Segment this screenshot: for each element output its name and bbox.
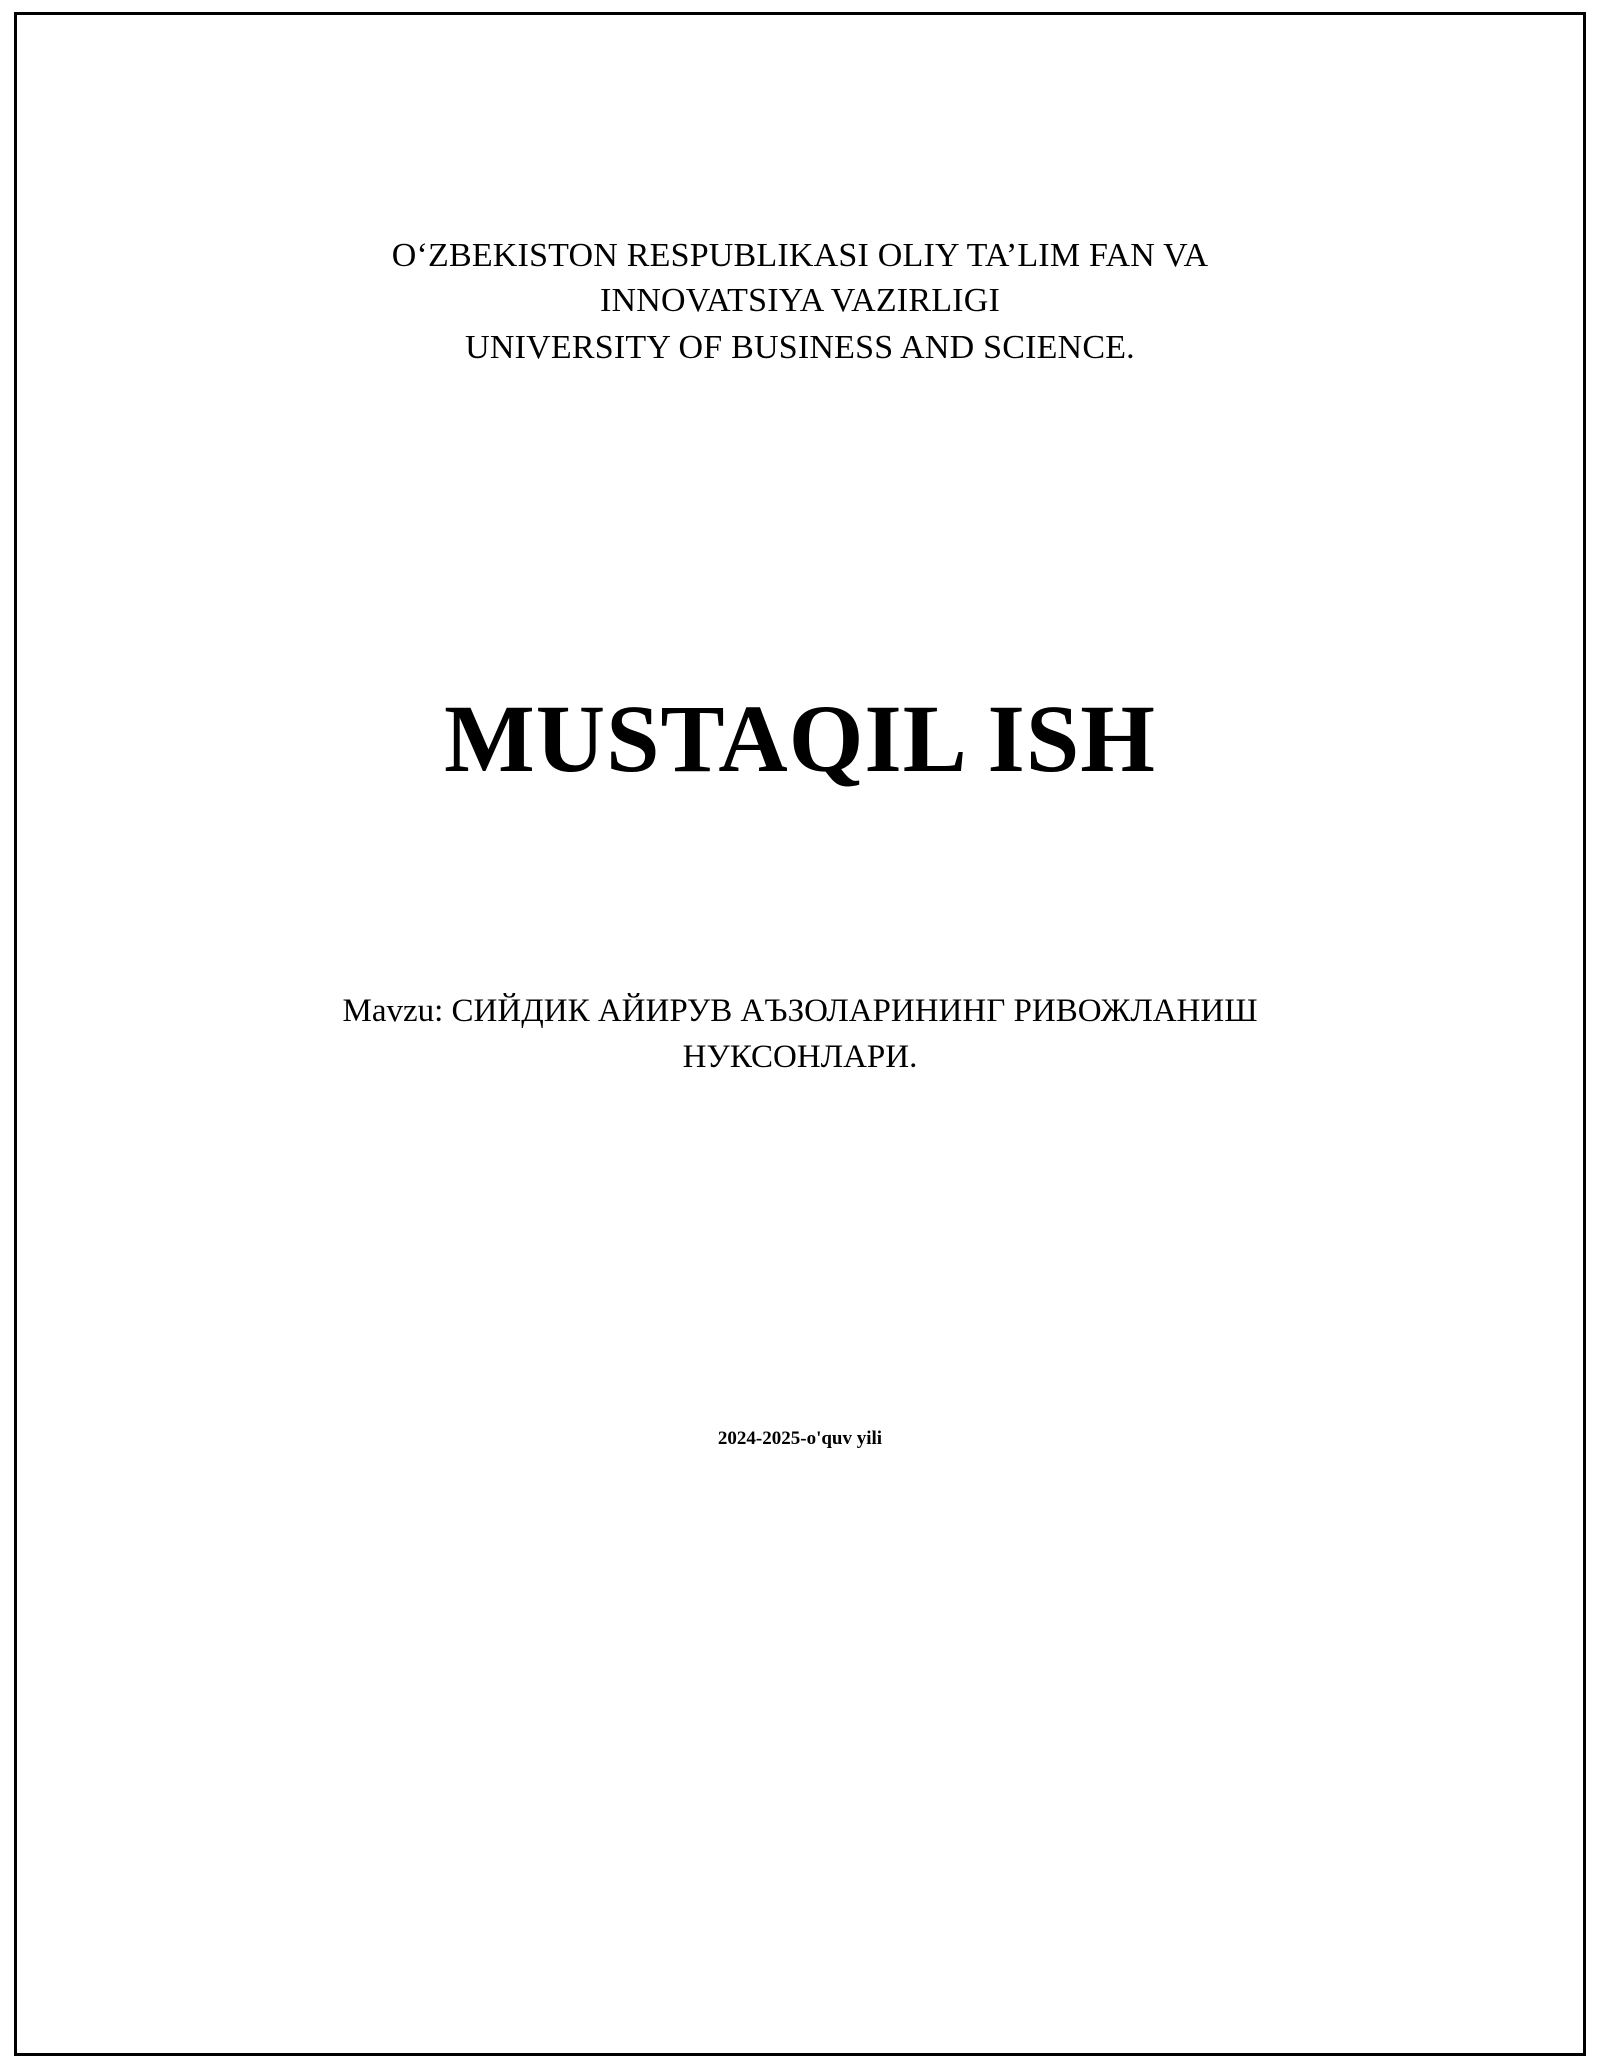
subject-label: Mavzu: [342, 993, 444, 1030]
academic-year: 2024-2025-o'quv yili [717, 1428, 883, 1450]
subject-topic-line-2: НУКСОНЛАРИ. [682, 1038, 918, 1075]
page-content [12, 12, 1588, 2058]
university-name: UNIVERSITY OF BUSINESS AND SCIENCE. [465, 328, 1135, 366]
institution-header [172, 12, 1428, 371]
document-title: MUSTAQIL ISH [444, 684, 1156, 792]
subject-block [172, 989, 1428, 1080]
ministry-line-1: O‘ZBEKISTON RESPUBLIKASI OLIY TA’LIM FAN VA [391, 237, 1209, 274]
ministry-line-2: INNOVATSIYA VAZIRLIGI [600, 281, 1000, 319]
subject-topic-line-1: СИЙДИК АЙИРУВ АЪЗОЛАРИНИНГ РИВОЖЛАНИШ [451, 993, 1258, 1030]
